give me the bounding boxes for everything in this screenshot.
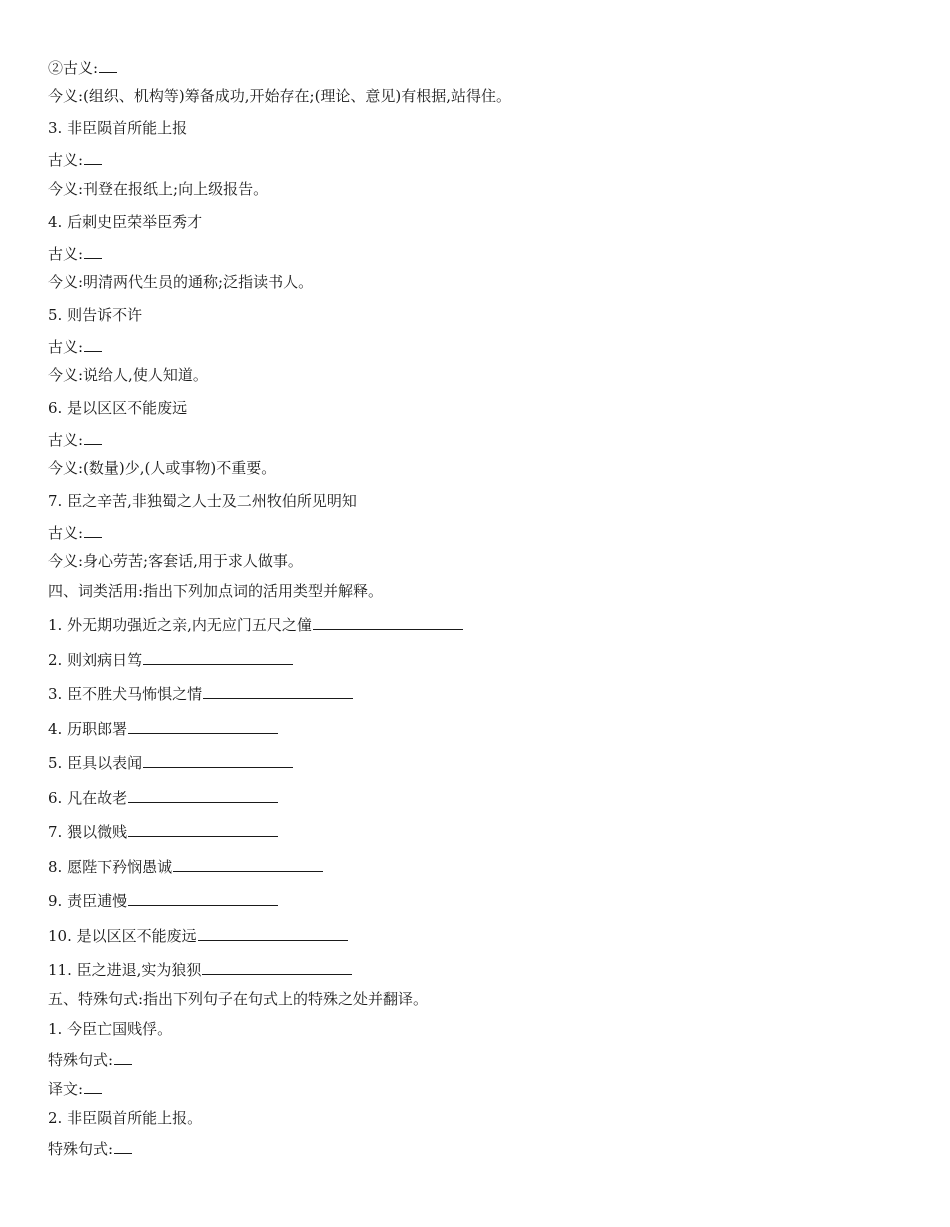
answer-blank[interactable] (143, 649, 293, 665)
item3-title: 3. 非臣陨首所能上报 (48, 119, 188, 137)
item6-new-meaning: 今义:(数量)少,(人或事物)不重要。 (48, 459, 277, 477)
item4-title: 4. 后刺史臣荣举臣秀才 (48, 213, 203, 231)
item4-old-meaning (48, 243, 102, 263)
answer-blank[interactable] (128, 821, 278, 837)
answer-blank[interactable] (143, 752, 293, 768)
item5-new-meaning: 今义:说给人,使人知道。 (48, 366, 208, 384)
item7-title: 7. 臣之辛苦,非独蜀之人士及二州牧伯所见明知 (48, 492, 357, 510)
section5-item2-title: 2. 非臣陨首所能上报。 (48, 1109, 203, 1127)
answer-blank[interactable] (203, 683, 353, 699)
answer-blank[interactable] (84, 429, 102, 445)
section5-item1-translation: 译文: (48, 1078, 102, 1098)
section4-question: 3. 臣不胜犬马怖惧之情 (48, 683, 353, 703)
item2-old-label: ②古义: (48, 59, 99, 77)
section4-question: 4. 历职郎署 (48, 718, 278, 738)
old-meaning-label: 古义: (48, 524, 84, 542)
item3-old-meaning (48, 149, 102, 169)
item5-old-meaning (48, 336, 102, 356)
old-meaning-label: 古义: (48, 245, 84, 263)
item4-new-meaning: 今义:明清两代生员的通称;泛指读书人。 (48, 273, 314, 291)
answer-blank[interactable] (99, 57, 117, 73)
answer-blank[interactable] (114, 1138, 132, 1154)
answer-blank[interactable] (84, 522, 102, 538)
old-meaning-label: 古义: (48, 338, 84, 356)
section5-item2-type: 特殊句式: (48, 1138, 132, 1158)
section4-question: 8. 愿陛下矜悯愚诚 (48, 856, 323, 876)
old-meaning-label: 古义: (48, 151, 84, 169)
section4-heading: 四、词类活用:指出下列加点词的活用类型并解释。 (48, 582, 384, 600)
answer-blank[interactable] (128, 890, 278, 906)
item6-old-meaning (48, 429, 102, 449)
section4-question: 1. 外无期功强近之亲,内无应门五尺之僮 (48, 614, 463, 634)
item7-new-meaning: 今义:身心劳苦;客套话,用于求人做事。 (48, 552, 303, 570)
section5-item1-type: 特殊句式: (48, 1049, 132, 1069)
answer-blank[interactable] (173, 856, 323, 872)
section4-question: 10. 是以区区不能废远 (48, 925, 348, 945)
item6-title: 6. 是以区区不能废远 (48, 399, 188, 417)
answer-blank[interactable] (202, 959, 352, 975)
item7-old-meaning (48, 522, 102, 542)
section5-item1-title: 1. 今臣亡国贱俘。 (48, 1020, 173, 1038)
item3-new-meaning: 今义:刊登在报纸上;向上级报告。 (48, 180, 269, 198)
answer-blank[interactable] (313, 614, 463, 630)
answer-blank[interactable] (84, 1078, 102, 1094)
section4-question: 7. 猥以微贱 (48, 821, 278, 841)
item2-old-meaning (48, 57, 117, 77)
section4-question: 2. 则刘病日笃 (48, 649, 293, 669)
section4-question: 11. 臣之进退,实为狼狈 (48, 959, 352, 979)
section4-question: 9. 责臣逋慢 (48, 890, 278, 910)
answer-blank[interactable] (84, 336, 102, 352)
section5-heading: 五、特殊句式:指出下列句子在句式上的特殊之处并翻译。 (48, 990, 429, 1008)
answer-blank[interactable] (114, 1049, 132, 1065)
old-meaning-label: 古义: (48, 431, 84, 449)
item5-title: 5. 则告诉不许 (48, 306, 143, 324)
section4-question: 5. 臣具以表闻 (48, 752, 293, 772)
answer-blank[interactable] (198, 925, 348, 941)
answer-blank[interactable] (128, 787, 278, 803)
answer-blank[interactable] (128, 718, 278, 734)
item2-new-meaning: 今义:(组织、机构等)筹备成功,开始存在;(理论、意见)有根据,站得住。 (48, 87, 512, 105)
answer-blank[interactable] (84, 243, 102, 259)
section4-question: 6. 凡在故老 (48, 787, 278, 807)
answer-blank[interactable] (84, 149, 102, 165)
